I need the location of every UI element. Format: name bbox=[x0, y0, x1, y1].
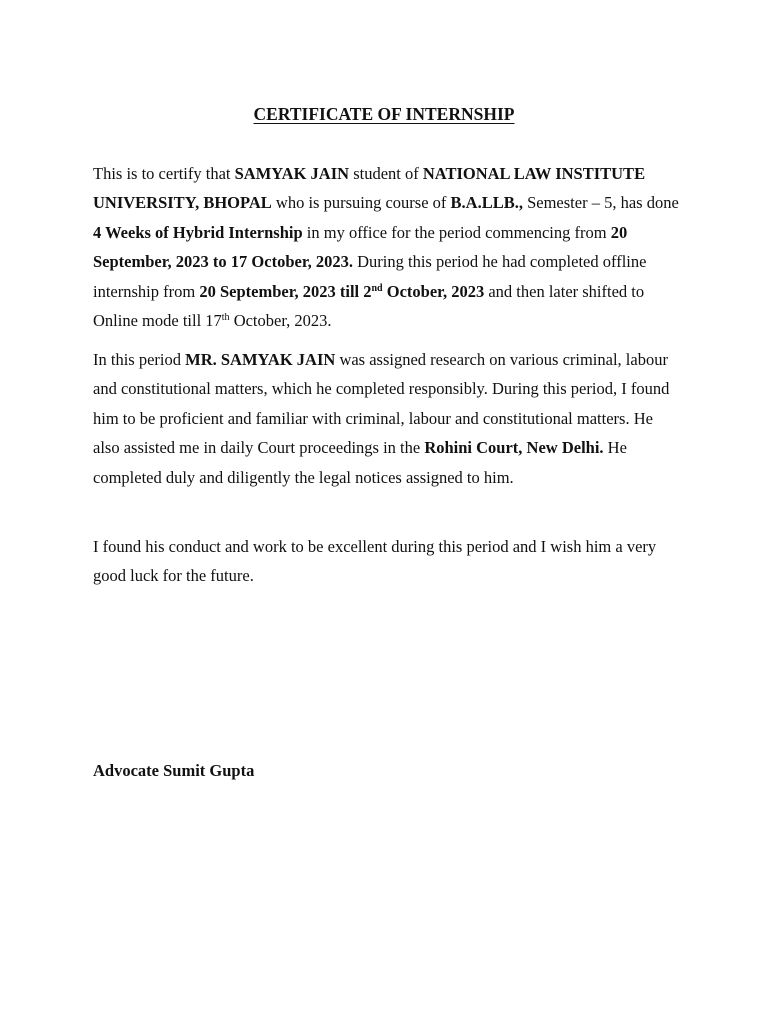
paragraph-text: student of bbox=[349, 164, 423, 183]
student-name: MR. SAMYAK JAIN bbox=[185, 350, 336, 369]
paragraph-text: and then later shifted to Online mode till 17 bbox=[93, 281, 645, 331]
offline-period-start: 20 September, 2023 till 2 bbox=[199, 281, 372, 301]
certificate-title: CERTIFICATE OF INTERNSHIP bbox=[253, 104, 515, 124]
student-name: SAMYAK JAIN bbox=[234, 164, 350, 183]
course-name: B.A.LLB., bbox=[450, 193, 523, 213]
paragraph-text: in my office for the period commencing from bbox=[302, 222, 611, 242]
paragraph-text: was assigned research on various criminal, labour and constitutional matters, which he completed responsibly. During this period, I found him to be proficient and familiar with criminal, labour and constitutional matters. He also assisted me in daily Court proceedings in the bbox=[93, 350, 670, 458]
internship-period: 20 September, 2023 to 17 October, 2023. bbox=[93, 222, 628, 272]
paragraph-text: In this period bbox=[93, 350, 186, 369]
paragraph-text: Semester – 5, has done bbox=[522, 193, 679, 213]
signatory-name: Advocate Sumit Gupta bbox=[93, 761, 255, 780]
university-name: NATIONAL LAW INSTITUTE UNIVERSITY, BHOPAL bbox=[93, 164, 646, 213]
ordinal-suffix: nd bbox=[371, 282, 383, 294]
paragraph-text: He completed duly and diligently the legal notices assigned to him. bbox=[93, 438, 627, 487]
paragraph-text: During this period he had completed offline internship from bbox=[93, 252, 647, 301]
ordinal-suffix: th bbox=[221, 312, 230, 324]
offline-period-end: October, 2023 bbox=[382, 281, 485, 301]
paragraph-text: who is pursuing course of bbox=[271, 193, 451, 213]
paragraph-assessment bbox=[93, 345, 683, 492]
paragraph-certification bbox=[93, 159, 683, 335]
paragraph-text: October, 2023. bbox=[229, 311, 332, 331]
court-name: Rohini Court, New Delhi. bbox=[424, 438, 604, 458]
paragraph-closing: I found his conduct and work to be excellent during this period and I wish him a very good luck for the future. bbox=[93, 537, 657, 586]
paragraph-text: This is to certify that bbox=[93, 164, 235, 183]
internship-type: 4 Weeks of Hybrid Internship bbox=[93, 222, 303, 242]
